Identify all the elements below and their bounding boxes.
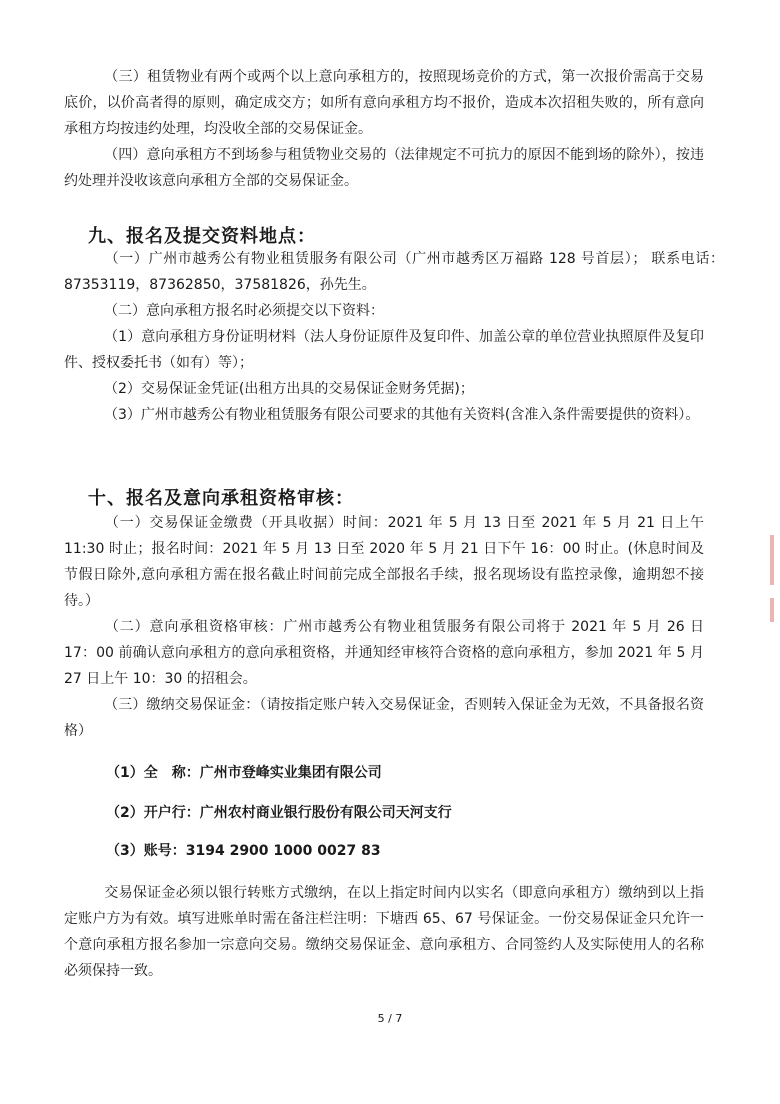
- sec9-item-3: [64, 402, 704, 428]
- sec9-item-1: [64, 324, 704, 376]
- margin-stamp-mark: [770, 535, 774, 585]
- sec8-paragraph-3-text: （三）租赁物业有两个或两个以上意向承租方的，按照现场竞价的方式，第一次报价需高于交易底价，以价高者得的原则，确定成交方；如所有意向承租方均不报价，造成本次招租失败的，所有意向承租方均按违约处理，均没收全部的交易保证金。: [64, 69, 704, 137]
- margin-stamp-mark-lower: [770, 598, 774, 622]
- sec10-paragraph-4-text: 交易保证金必须以银行转账方式缴纳，在以上指定时间内以实名（即意向承租方）缴纳到以上指定账户方为有效。填写进账单时需在备注栏注明：下塘西 65、67 号保证金。一份交易保证金只允许一个意向承租方报名参加一宗意向交易。缴纳交易保证金、意向承租方、合同签约人及实际使用人的名称必须保持一致。: [64, 885, 704, 979]
- sec8-paragraph-3: [64, 64, 704, 142]
- sec9-item-2-text: （2）交易保证金凭证(出租方出具的交易保证金财务凭据)；: [104, 381, 474, 397]
- sec10-paragraph-2: [64, 614, 704, 692]
- page-number: 5 / 7: [377, 1012, 403, 1025]
- sec9-item-2: [64, 376, 704, 402]
- sec10-paragraph-4: [64, 880, 704, 984]
- section-9-heading: 九、报名及提交资料地点：: [88, 226, 316, 247]
- sec8-paragraph-4-text: （四）意向承租方不到场参与租赁物业交易的（法律规定不可抗力的原因不能到场的除外），按违约处理并没收该意向承租方全部的交易保证金。: [64, 147, 704, 189]
- sec9-paragraph-1-text: （一）广州市越秀公有物业租赁服务有限公司（广州市越秀区万福路 128 号首层）； 联系电话：87353119，87362850，37581826，孙先生。: [64, 251, 724, 293]
- sec10-paragraph-2-text: （二）意向承租资格审核：广州市越秀公有物业租赁服务有限公司将于 2021 年 5 月 26 日 17：00 前确认意向承租方的意向承租资格，并通知经审核符合资格的意向承租方，参加 2021 年 5 月 27 日上午 10：30 的招租会。: [64, 619, 704, 687]
- sec9-item-1-text: （1）意向承租方身份证明材料（法人身份证原件及复印件、加盖公章的单位营业执照原件及复印件、授权委托书（如有）等）；: [64, 329, 704, 371]
- sec10-paragraph-3-text: （三）缴纳交易保证金：（请按指定账户转入交易保证金，否则转入保证金为无效，不具备报名资格）: [64, 697, 704, 739]
- sec9-item-3-text: （3）广州市越秀公有物业租赁服务有限公司要求的其他有关资料(含准入条件需要提供的资料）。: [104, 407, 700, 423]
- sec9-paragraph-2-text: （二）意向承租方报名时必须提交以下资料：: [104, 303, 384, 319]
- sec10-paragraph-1-text: （一）交易保证金缴费（开具收据）时间：2021 年 5 月 13 日至 2021 年 5 月 21 日上午 11:30 时止；报名时间：2021 年 5 月 13 日至 2020 年 5 月 21 日下午 16：00 时止。(休息时间及节假日除外,意向承租方需在报名截止时间前完成全部报名手续，报名现场设有监控录像，逾期恕不接待。）: [64, 515, 704, 609]
- sec10-paragraph-3: [64, 692, 704, 744]
- bank-account-name: （1）全 称：广州市登峰实业集团有限公司: [106, 765, 382, 781]
- sec9-paragraph-1: [64, 246, 724, 298]
- bank-branch: （2）开户行：广州农村商业银行股份有限公司天河支行: [106, 805, 452, 821]
- bank-account-number: （3）账号：3194 2900 1000 0027 83: [106, 843, 381, 859]
- sec10-paragraph-1: [64, 510, 704, 614]
- sec8-paragraph-4: [64, 142, 704, 194]
- section-10-heading: 十、报名及意向承租资格审核：: [88, 488, 354, 509]
- sec9-paragraph-2: [64, 298, 704, 324]
